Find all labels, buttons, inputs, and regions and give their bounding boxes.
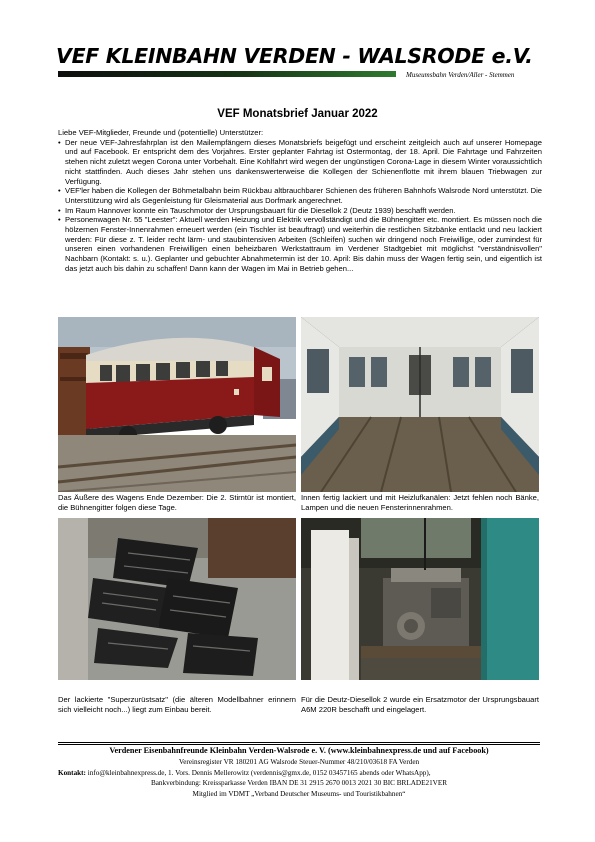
footer-contact-text: info@kleinbahnexpress.de, 1. Vors. Dennis Mellerowitz (verdennis@gmx.de, 0152 03457165 abends oder WhatsApp), (85, 768, 431, 777)
footer-rule (58, 744, 540, 745)
footer-contact-label: Kontakt: (58, 768, 86, 777)
photo-replacement-engine (301, 518, 539, 680)
footer (58, 746, 540, 800)
footer-contact-line (58, 768, 540, 779)
news-list (58, 138, 542, 274)
news-item-boehmetalbahn: • VEF'ler haben die Kollegen der Böhmetalbahn beim Rückbau altbrauchbarer Schienen des früheren Bahnhofs Walsrode Nord unterstützt. Die Unterstützung wird als Gegenleistung für Gleismaterial aus Dorfmark angerechnet. (58, 186, 542, 205)
footer-rule (58, 742, 540, 743)
masthead (56, 44, 546, 84)
news-item-timetable: • Der neue VEF-Jahresfahrplan ist den Mailempfängern dieses Monatsbriefs beigefügt und erscheint zeitgleich auch auf unserer Homepage und auf Facebook. Er entspricht dem des Vorjahres. Erster geplanter Fahrtag ist Ostermontag, der 18. April. Die Fahrtage und Fahrzeiten stehen nicht zuletzt wegen Corona unter Vorbehalt. Eine Kohlfahrt wird wegen der ungünstigen Corona-Lage in diesem Winter voraussichtlich nicht stattfinden. Auch dieses Jahr stehen uns dankenswerterweise die Kollegen der Schienenflotte mit ihrem blauen Triebwagen zur Verfügung. (58, 138, 542, 187)
news-item-engine: • Im Raum Hannover konnte ein Tauschmotor der Ursprungsbauart für die Diesellok 2 (Deutz 1939) beschafft werden. (58, 206, 542, 216)
footer-org-line: Verdener Eisenbahnfreunde Kleinbahn Verden-Walsrode e. V. (www.kleinbahnexpress.de und auf Facebook) (109, 746, 489, 755)
news-item-coach-55: • Personenwagen Nr. 55 "Leester": Aktuell werden Heizung und Elektrik vervollständigt und die Bühnengitter etc. montiert. Es müssen noch die hölzernen Fenster-Innenrahmen erneuert werden (ein Tischler ist beauftragt) und weiterhin die restlichen Sitzbänke entlackt und neu lackiert werden: Für diese z. T. leider recht lärm- und staubintensiven Arbeiten (Schleifen) suchen wir dringend noch Freiwillige, oder zumindest für unseren einen vorhandenen Freiwilligen einen beheizbaren Werkstattraum im Verdener Stadtgebiet mit möglichst "verständnisvollen" Nachbarn (Kontakt: s. u.). Geplanter und gebuchter Abnahmetermin ist der 10. April: Bis dahin muss der Wagen fertig sein, und eigentlich ist das jetzt auch bis dahin zu schaffen! Dann kann der Wagen im Mai in Betrieb gehen... (58, 215, 542, 273)
photo-caption: Das Äußere des Wagens Ende Dezember: Die 2. Stirntür ist montiert, die Bühnengitter folgen diese Tage. (58, 493, 296, 512)
masthead-subtitle: Museumsbahn Verden/Aller - Stemmen (406, 71, 515, 79)
photo-coach-interior (301, 317, 539, 492)
newsletter-body (58, 128, 542, 274)
photo-coach-exterior (58, 317, 296, 492)
footer-member-line: Mitglied im VDMT „Verband Deutscher Museums- und Touristikbahnen“ (192, 790, 406, 799)
greeting: Liebe VEF-Mitglieder, Freunde und (potentielle) Unterstützer: (58, 128, 264, 137)
masthead-bar (58, 71, 396, 77)
newsletter-title: VEF Monatsbrief Januar 2022 (217, 108, 378, 120)
footer-register-line: Vereinsregister VR 180201 AG Walsrode Steuer-Nummer 48/210/03618 FA Verden (178, 757, 420, 766)
photo-caption: Der lackierte "Superzurüstsatz" (die älteren Modellbahner erinnern sich vielleicht noch...) liegt zum Einbau bereit. (58, 695, 296, 714)
footer-bank-line: Bankverbindung: Kreissparkasse Verden IBAN DE 31 2915 2670 0013 2021 30 BIC BRLADE21VER (150, 779, 448, 788)
masthead-title: VEF KLEINBAHN VERDEN - WALSRODE e.V. (56, 44, 533, 68)
photo-caption: Für die Deutz-Diesellok 2 wurde ein Ersatzmotor der Ursprungsbauart A6M 220R beschafft und eingelagert. (301, 695, 539, 714)
photo-painted-parts (58, 518, 296, 680)
photo-caption: Innen fertig lackiert und mit Heizlufkanälen: Jetzt fehlen noch Bänke, Lampen und die neuen Fensterinnenrahmen. (301, 493, 539, 512)
